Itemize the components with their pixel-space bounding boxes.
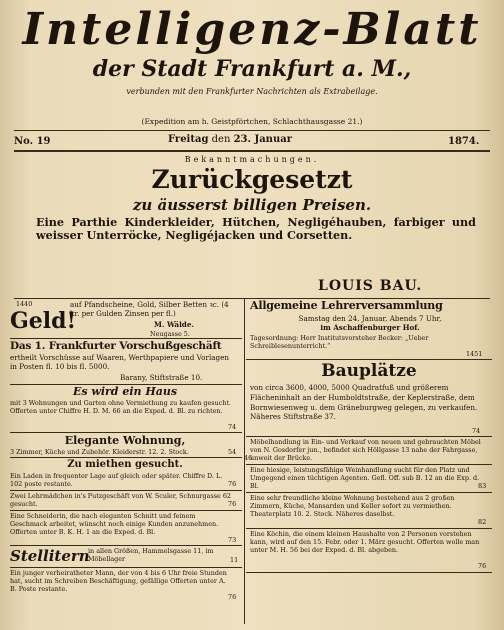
lehrer-agenda: Tagesordnung: Herr Institutsvorsteher Becker: „Ueber Schreiblesenunterricht.“ <box>250 334 429 350</box>
masthead-title: Intelligenz-Blatt <box>22 4 482 55</box>
stellen-title: Stellitern <box>10 547 90 565</box>
schneiderin-text: Eine Schneiderin, die nach eleganten Schnitt und feinem Geschmack arbeitet, wünscht noch einige Kunden anzunehmen. Offerten unter B. K. H. 1 an die Exped. d. Bl. <box>10 512 219 536</box>
ad-signature: LOUIS BAU. <box>318 278 423 294</box>
left-rule-8 <box>10 567 242 568</box>
wohnung-title: Elegante Wohnung, <box>64 434 186 447</box>
geld-ref: 1440 <box>16 300 33 308</box>
geld-big: Geld! <box>10 308 77 334</box>
masthead-rule-bottom <box>14 150 490 152</box>
familie-text: Eine sehr freundliche kleine Wohnung bestehend aus 2 großen Zimmern, Küche, Mansarden und Keller sofort zu vermiethen. Theaterplatz 10. 2. Stock. Näheres daselbst. <box>250 494 455 518</box>
right-rule-3 <box>246 464 492 465</box>
left-rule-7 <box>10 545 242 546</box>
lehrmaedchen-text: Zwei Lehrmädchen in's Putzgeschäft von W. Sculer, Schnurgasse 62 gesucht. <box>10 492 231 508</box>
bauplaetze-ref: 74 <box>472 427 481 435</box>
right-rule-1 <box>246 359 492 360</box>
haus-text: mit 3 Wohnungen und Garten ohne Vermiethung zu kaufen gesucht. Offerten unter Chiffre H. D. M. 66 an die Exped. d. Bl. zu richten. <box>10 399 231 415</box>
issue-day: Freitag <box>168 134 209 145</box>
bauplaetze-title: Bauplätze <box>321 361 417 381</box>
lehrer-title: Allgemeine Lehrerversammlung <box>250 299 443 312</box>
right-rule-6 <box>246 572 492 573</box>
geld-address: Neugasse 5. <box>150 330 190 338</box>
left-rule-4 <box>10 457 242 458</box>
miethen-ref: 76 <box>228 480 237 488</box>
lehrer-ref: 1451 <box>466 350 483 358</box>
koechin-ref: 76 <box>478 562 487 570</box>
issue-number: No. 19 <box>14 136 51 147</box>
ad-body: Eine Parthie Kinderkleider, Hütchen, Negligéhauben, farbiger und weisser Unterröcke, Negligéjacken und Corsetten. <box>36 216 476 242</box>
section-heading: Bekanntmachungen. <box>184 155 320 164</box>
haus-title: Es wird ein Haus <box>72 385 178 398</box>
wohnung-ref: 54 <box>228 448 237 456</box>
vorschuss-title: Das 1. Frankfurter Vorschußgeschäft <box>10 340 222 352</box>
masthead-subtitle: der Stadt Frankfurt a. M., <box>92 56 412 82</box>
moebel-text: Möbelhandlung in Ein- und Verkauf von neuen und gebrauchten Möbel von N. Gosdorfer jun., befindet sich Höllgasse 13 nahe der Fahrgasse, unweit der Brücke. <box>250 438 481 462</box>
mann-text: Ein junger verheiratheter Mann, der von 4 bis 6 Uhr freie Stunden hat, sucht im Schreiben Beschäftigung, gefällige Offerten unter A. B. Poste restante. <box>10 569 227 593</box>
vorschuss-text: ertheilt Vorschüsse auf Waaren, Werthpapiere und Vorlagen in Posten fl. 10 bis fl. 5000. <box>10 353 230 372</box>
geld-text: auf Pfandscheine, Gold, Silber Betten ꝛc. (4 kr. per Gulden Zinsen per fl.) <box>70 300 229 319</box>
left-rule-3 <box>10 432 242 433</box>
weinhandlung-text: Eine hiesige, leistungsfähige Weinhandlung sucht für den Platz und Umgegend einen tüchtigen Agenten. Gefl. Off. sub B. 12 an die Exp. d. Bl. <box>250 466 480 490</box>
issue-date-word: den <box>211 134 231 145</box>
masthead-expedition: (Expedition am h. Geistpförtchen, Schlachthausgasse 21.) <box>141 117 363 126</box>
moebel-ref: 46 <box>244 454 253 462</box>
left-rule-5 <box>10 490 242 491</box>
lehrer-line2: im Aschaffenburger Hof. <box>320 323 420 332</box>
lehrer-line1: Samstag den 24. Januar, Abends 7 Uhr, <box>298 314 442 323</box>
schneiderin-ref: 73 <box>228 536 237 544</box>
ad-subhead: zu äusserst billigen Preisen. <box>132 196 372 214</box>
right-rule-4 <box>246 492 492 493</box>
weinhandlung-ref: 83 <box>478 482 487 490</box>
familie-ref: 82 <box>478 518 487 526</box>
right-rule-2 <box>246 436 492 437</box>
wohnung-text: 3 Zimmer, Küche und Zubehör. Kleiderstr. 12. 2. Stock. <box>10 448 189 456</box>
mann-ref: 76 <box>228 593 237 601</box>
bauplaetze-text: von circa 3600, 4000, 5000 Quadratfuß und größerem Flächeninhalt an der Humboldtstraße, der Keplerstraße, dem Bornwiesenweg u. dem Gräneburgweg gelegen, zu verkaufen. Näheres Stiftstraße 37. <box>250 383 478 422</box>
right-rule-5 <box>246 528 492 529</box>
ad-headline: Zurückgesetzt <box>151 165 353 194</box>
stellen-ref: 11 <box>230 556 239 564</box>
geld-name: M. Wälde. <box>154 320 194 329</box>
stellen-text: in allen Größen, Hammelsgasse 11, im Möbellager <box>88 547 214 563</box>
masthead-supplement: verbunden mit den Frankfurter Nachrichten als Extrabeilage. <box>126 87 378 96</box>
haus-ref: 74 <box>228 423 237 431</box>
issue-year: 1874. <box>448 136 480 147</box>
vorschuss-name: Barany, Stiftstraße 10. <box>120 373 203 382</box>
masthead-rule-top <box>14 130 490 131</box>
issue-date-line <box>168 134 292 145</box>
miethen-title: Zu miethen gesucht. <box>67 459 183 470</box>
left-rule-1 <box>10 338 242 339</box>
miethen-text: Ein Laden in frequenter Lage auf gleich oder später. Chiffre D. L. 102 poste restante. <box>10 472 223 488</box>
lehrmaedchen-ref: 76 <box>228 500 237 508</box>
koechin-text: Eine Köchin, die einem kleinen Haushalte von 2 Personen vorstehen kann, wird auf den 15. Febr. oder 1. März gesucht. Offerten wolle man unter M. H. 56 bei der Exped. d. Bl. abgeben. <box>250 530 480 554</box>
left-rule-6 <box>10 510 242 511</box>
issue-date: 23. Januar <box>233 134 292 145</box>
